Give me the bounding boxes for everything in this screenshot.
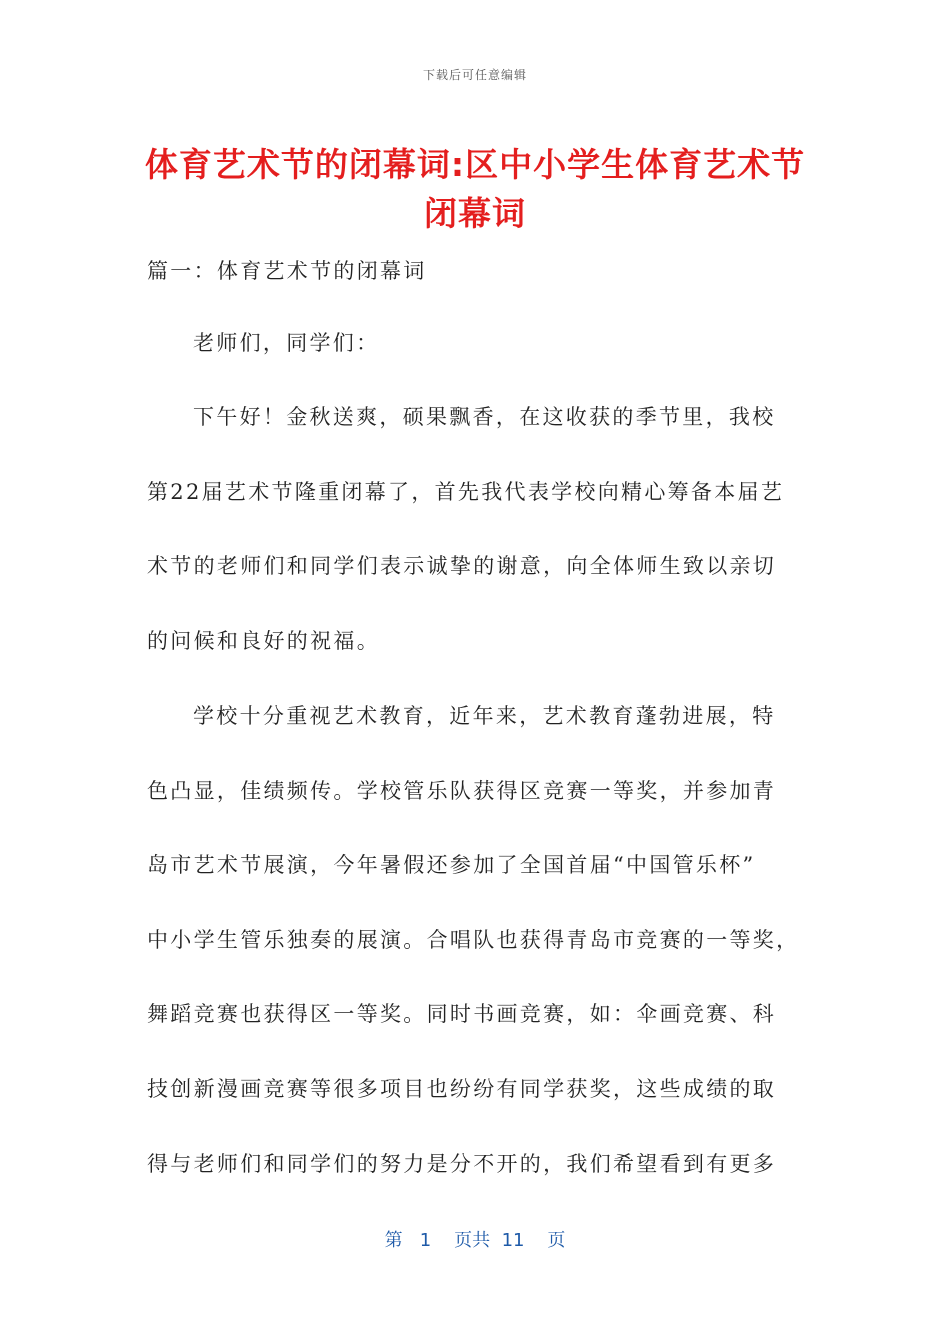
- paragraph-line: 第22届艺术节隆重闭幕了，首先我代表学校向精心筹备本届艺: [147, 479, 785, 504]
- footer-suffix: 页: [547, 1230, 566, 1251]
- paragraph-line: 舞蹈竞赛也获得区一等奖。同时书画竞赛，如：伞画竞赛、科: [147, 1002, 777, 1027]
- paragraph-line: 得与老师们和同学们的努力是分不开的，我们希望看到有更多: [147, 1151, 777, 1176]
- paragraph-opening: [147, 380, 803, 678]
- title-line-1: 体育艺术节的闭幕词:区中小学生体育艺术节: [144, 145, 806, 184]
- paragraph-greeting: [147, 306, 803, 381]
- paragraph-line: 中小学生管乐独奏的展演。合唱队也获得青岛市竞赛的一等奖，: [147, 927, 800, 952]
- footer-prefix: 第: [384, 1230, 403, 1251]
- paragraph-line: 下午好！金秋送爽，硕果飘香，在这收获的季节里，我校: [193, 405, 776, 429]
- footer-total-pages: 11: [501, 1230, 525, 1251]
- footer-current-page: 1: [419, 1230, 432, 1251]
- header-note: 下载后可任意编辑: [422, 68, 527, 82]
- page-footer: [0, 1226, 950, 1252]
- document-title: [120, 140, 830, 238]
- paragraph-line: 的问候和良好的祝福。: [147, 628, 380, 653]
- section-heading: 篇一：体育艺术节的闭幕词: [147, 259, 427, 283]
- title-line-2: 闭幕词: [424, 194, 526, 233]
- paragraph-line: 岛市艺术节展演，今年暑假还参加了全国首届“中国管乐杯”: [147, 853, 756, 878]
- paragraph-line: 学校十分重视艺术教育，近年来，艺术教育蓬勃进展，特: [193, 704, 776, 728]
- paragraph-line: 色凸显，佳绩频传。学校管乐队获得区竞赛一等奖，并参加青: [147, 778, 777, 803]
- paragraph-line: 老师们，同学们：: [193, 331, 380, 355]
- paragraph-line: 术节的老师们和同学们表示诚挚的谢意，向全体师生致以亲切: [147, 554, 777, 579]
- footer-middle: 页共: [454, 1230, 491, 1251]
- paragraph-achievements: [147, 679, 803, 1201]
- paragraph-line: 技创新漫画竞赛等很多项目也纷纷有同学获奖，这些成绩的取: [147, 1076, 777, 1101]
